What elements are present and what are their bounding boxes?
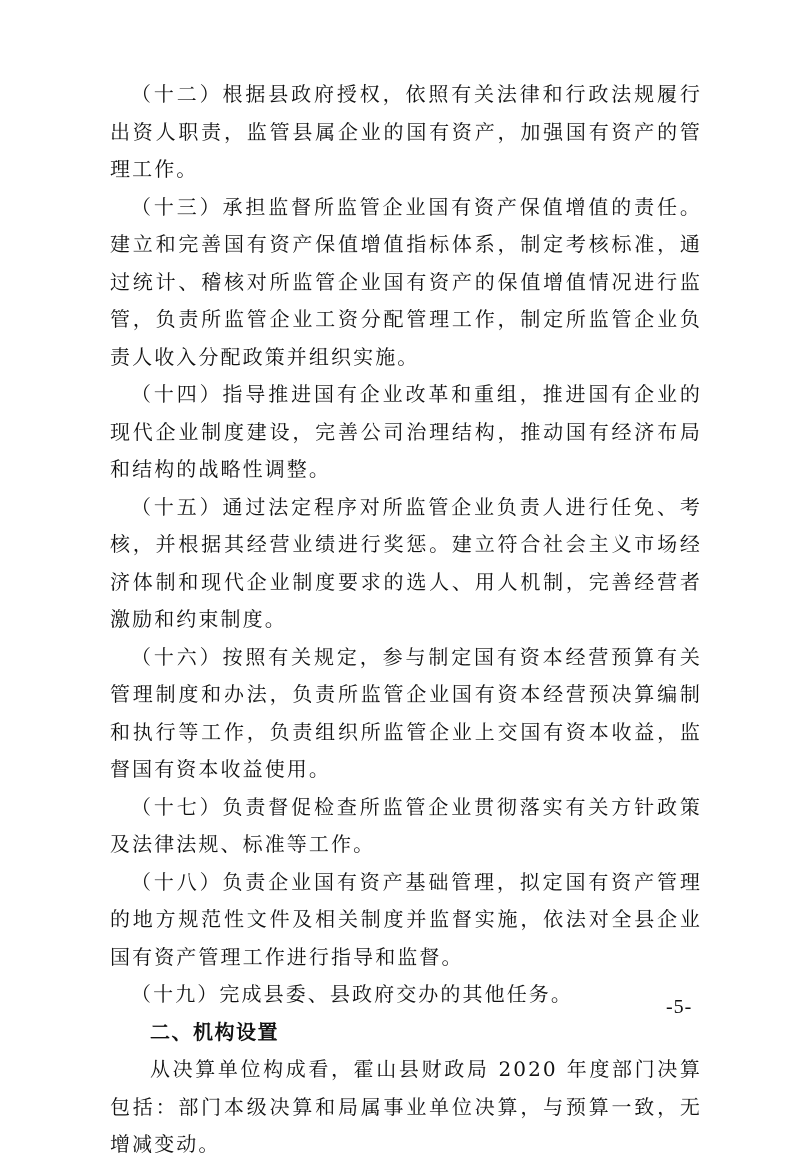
section-heading: 二、机构设置	[150, 1019, 279, 1044]
duty-item-19: （十九）完成县委、县政府交办的其他任务。	[131, 982, 573, 1006]
page-number: -5-	[666, 996, 693, 1018]
duty-item-18: （十八）负责企业国有资产基础管理，拟定国有资产管理的地方规范性文件及相关制度并监督实施，依法对全县企业国有资产管理工作进行指导和监督。	[110, 869, 702, 969]
duty-item-15: （十五）通过法定程序对所监管企业负责人进行任免、考核，并根据其经营业绩进行奖惩。建立符合社会主义市场经济体制和现代企业制度要求的选人、用人机制，完善经营者激励和约束制度。	[110, 494, 702, 631]
duty-item-16: （十六）按照有关规定，参与制定国有资本经营预算有关管理制度和办法，负责所监管企业国有资本经营预决算编制和执行等工作，负责组织所监管企业上交国有资本收益，监督国有资本收益使用。	[110, 644, 702, 781]
page-content	[110, 76, 702, 1164]
section-body: 从决算单位构成看，霍山县财政局 2020 年度部门决算包括：部门本级决算和局属事业单位决算，与预算一致，无增减变动。	[110, 1057, 702, 1156]
duty-item-17: （十七）负责督促检查所监管企业贯彻落实有关方针政策及法律法规、标准等工作。	[110, 794, 702, 856]
duty-item-13: （十三）承担监督所监管企业国有资产保值增值的责任。建立和完善国有资产保值增值指标体系，制定考核标准，通过统计、稽核对所监管企业国有资产的保值增值情况进行监管，负责所监管企业工资分配管理工作，制定所监管企业负责人收入分配政策并组织实施。	[110, 194, 702, 369]
duty-item-12: （十二）根据县政府授权，依照有关法律和行政法规履行出资人职责，监管县属企业的国有资产，加强国有资产的管理工作。	[110, 82, 702, 181]
duty-item-14: （十四）指导推进国有企业改革和重组，推进国有企业的现代企业制度建设，完善公司治理结构，推动国有经济布局和结构的战略性调整。	[110, 382, 702, 481]
